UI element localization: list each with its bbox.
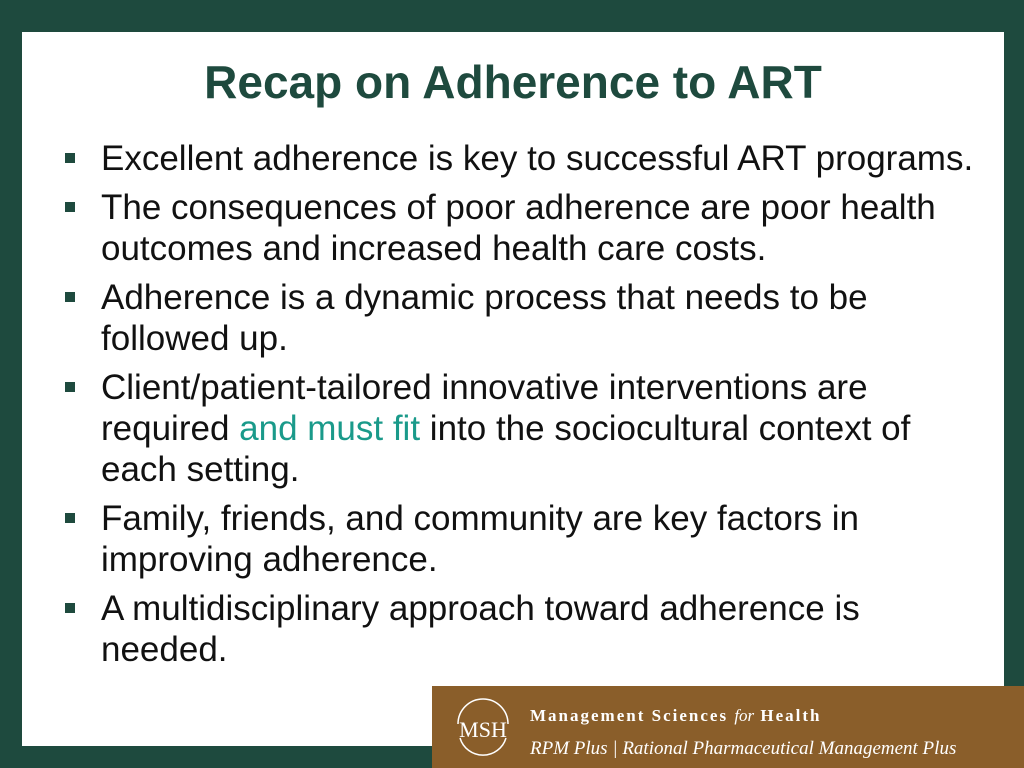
org-word-3: Health xyxy=(760,706,822,725)
organization-name xyxy=(530,706,822,726)
bullet-item xyxy=(62,277,992,359)
bullet-text: A multidisciplinary approach toward adherence is needed. xyxy=(101,589,860,669)
bullet-item xyxy=(62,367,992,490)
program-short: RPM Plus xyxy=(530,738,608,759)
program-separator: | xyxy=(612,738,618,759)
bullet-item xyxy=(62,588,992,670)
logo-text: MSH xyxy=(459,717,507,742)
org-word-1: Management xyxy=(530,706,646,725)
square-bullet-icon xyxy=(65,513,75,523)
bullet-text: Excellent adherence is key to successful ART programs. xyxy=(101,139,974,178)
square-bullet-icon xyxy=(65,202,75,212)
program-full: Rational Pharmaceutical Management Plus xyxy=(622,738,957,759)
bullet-list xyxy=(62,138,992,678)
org-word-2: Sciences xyxy=(651,706,729,725)
msh-logo-icon xyxy=(450,694,516,760)
program-name xyxy=(530,738,956,760)
square-bullet-icon xyxy=(65,292,75,302)
square-bullet-icon xyxy=(65,382,75,392)
slide-title: Recap on Adherence to ART xyxy=(204,56,822,108)
bullet-item xyxy=(62,498,992,580)
bullet-text-after: into the sociocultural context of each setting. xyxy=(101,409,911,489)
bullet-text: Adherence is a dynamic process that needs to be followed up. xyxy=(101,278,868,358)
bullet-text xyxy=(101,368,910,489)
square-bullet-icon xyxy=(65,603,75,613)
bullet-text-before: Client/patient-tailored innovative interventions are required xyxy=(101,368,868,448)
bullet-item xyxy=(62,138,992,179)
bullet-item xyxy=(62,187,992,269)
footer-banner xyxy=(432,686,1024,768)
bullet-text: The consequences of poor adherence are poor health outcomes and increased health care costs. xyxy=(101,188,936,268)
square-bullet-icon xyxy=(65,153,75,163)
org-for: for xyxy=(734,706,755,725)
bullet-text: Family, friends, and community are key factors in improving adherence. xyxy=(101,499,859,579)
slide xyxy=(22,32,1004,746)
highlighted-phrase: and must fit xyxy=(239,409,421,448)
